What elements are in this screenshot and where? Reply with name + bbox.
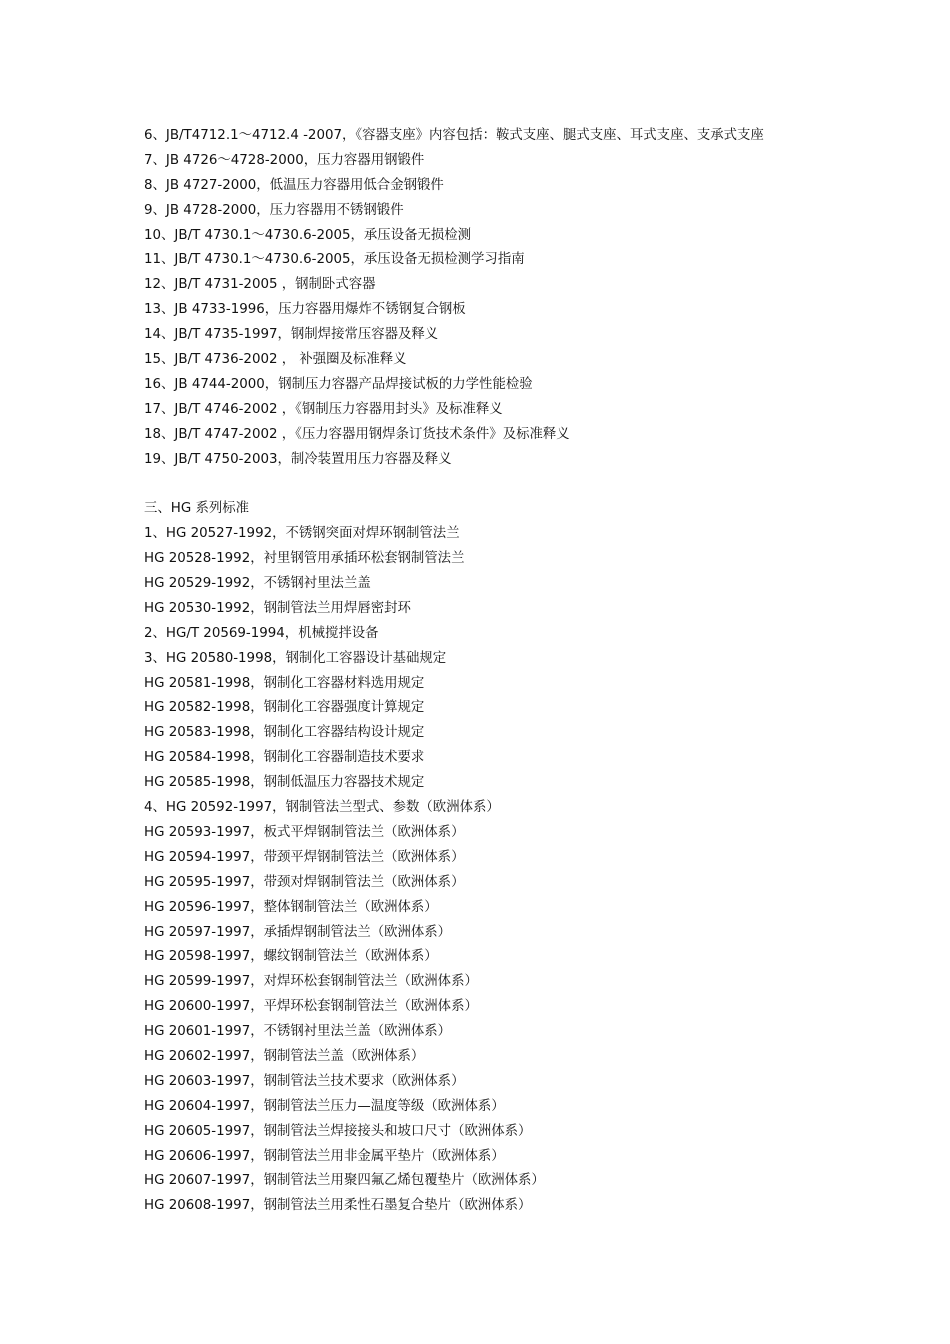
list-item: HG 20597-1997，承插焊钢制管法兰（欧洲体系）	[144, 924, 452, 940]
list-item: HG 20608-1997，钢制管法兰用柔性石墨复合垫片（欧洲体系）	[144, 1198, 532, 1214]
list-item: HG 20603-1997，钢制管法兰技术要求（欧洲体系）	[144, 1073, 465, 1089]
list-item: 19、JB/T 4750-2003，制冷装置用压力容器及释义	[144, 451, 452, 467]
section-spacer	[144, 472, 904, 497]
list-item: 15、JB/T 4736-2002 ， 补强圈及标准释义	[144, 352, 407, 368]
list-item: HG 20601-1997，不锈钢衬里法兰盖（欧洲体系）	[144, 1024, 452, 1040]
list-item: 8、JB 4727-2000，低温压力容器用低合金钢锻件	[144, 177, 444, 193]
list-item: HG 20584-1998，钢制化工容器制造技术要求	[144, 750, 425, 766]
hg-standards-section	[144, 497, 904, 1219]
document-content	[144, 124, 904, 1219]
list-item: HG 20596-1997，整体钢制管法兰（欧洲体系）	[144, 899, 438, 915]
list-item: 6、JB/T4712.1～4712.4 -2007，《容器支座》内容包括：鞍式支座、腿式支座、耳式支座、支承式支座	[144, 128, 764, 143]
list-item: HG 20599-1997，对焊环松套钢制管法兰（欧洲体系）	[144, 974, 478, 990]
list-item: HG 20529-1992，不锈钢衬里法兰盖	[144, 576, 371, 592]
list-item: HG 20583-1998，钢制化工容器结构设计规定	[144, 725, 425, 741]
list-item: HG 20582-1998，钢制化工容器强度计算规定	[144, 700, 425, 716]
list-item: HG 20593-1997，板式平焊钢制管法兰（欧洲体系）	[144, 824, 465, 840]
list-item: 4、HG 20592-1997，钢制管法兰型式、参数（欧洲体系）	[144, 800, 500, 816]
list-item: 10、JB/T 4730.1～4730.6-2005，承压设备无损检测	[144, 227, 472, 243]
list-item: HG 20604-1997，钢制管法兰压力—温度等级（欧洲体系）	[144, 1098, 505, 1114]
list-item: HG 20528-1992，衬里钢管用承插环松套钢制管法兰	[144, 551, 465, 567]
list-item: HG 20606-1997，钢制管法兰用非金属平垫片（欧洲体系）	[144, 1148, 505, 1164]
list-item: 1、HG 20527-1992，不锈钢突面对焊环钢制管法兰	[144, 526, 460, 542]
list-item: 13、JB 4733-1996，压力容器用爆炸不锈钢复合钢板	[144, 302, 466, 318]
list-item: HG 20581-1998，钢制化工容器材料选用规定	[144, 675, 425, 691]
list-item: HG 20607-1997，钢制管法兰用聚四氟乙烯包覆垫片（欧洲体系）	[144, 1173, 545, 1189]
list-item: 14、JB/T 4735-1997，钢制焊接常压容器及释义	[144, 327, 439, 343]
list-item: HG 20605-1997，钢制管法兰焊接接头和坡口尺寸（欧洲体系）	[144, 1123, 532, 1139]
list-item: HG 20595-1997，带颈对焊钢制管法兰（欧洲体系）	[144, 874, 465, 890]
list-item: 12、JB/T 4731-2005 ，钢制卧式容器	[144, 277, 376, 293]
list-item: 17、JB/T 4746-2002 ，《钢制压力容器用封头》及标准释义	[144, 401, 503, 417]
jb-standards-list	[144, 124, 904, 472]
list-item: HG 20594-1997，带颈平焊钢制管法兰（欧洲体系）	[144, 849, 465, 865]
list-item: 3、HG 20580-1998，钢制化工容器设计基础规定	[144, 650, 447, 666]
list-item: HG 20602-1997，钢制管法兰盖（欧洲体系）	[144, 1048, 425, 1064]
list-item: HG 20598-1997，螺纹钢制管法兰（欧洲体系）	[144, 949, 438, 965]
list-item: 18、JB/T 4747-2002 ，《压力容器用钢焊条订货技术条件》及标准释义	[144, 426, 570, 442]
section-heading: 三、HG 系列标准	[144, 501, 250, 517]
list-item: HG 20530-1992，钢制管法兰用焊唇密封环	[144, 600, 411, 616]
list-item: HG 20585-1998，钢制低温压力容器技术规定	[144, 775, 425, 791]
list-item: 16、JB 4744-2000，钢制压力容器产品焊接试板的力学性能检验	[144, 376, 533, 392]
list-item: 2、HG/T 20569-1994，机械搅拌设备	[144, 625, 379, 641]
list-item: 7、JB 4726～4728-2000，压力容器用钢锻件	[144, 152, 425, 168]
list-item: HG 20600-1997，平焊环松套钢制管法兰（欧洲体系）	[144, 999, 478, 1015]
list-item: 11、JB/T 4730.1～4730.6-2005，承压设备无损检测学习指南	[144, 252, 525, 268]
list-item: 9、JB 4728-2000，压力容器用不锈钢锻件	[144, 202, 404, 218]
